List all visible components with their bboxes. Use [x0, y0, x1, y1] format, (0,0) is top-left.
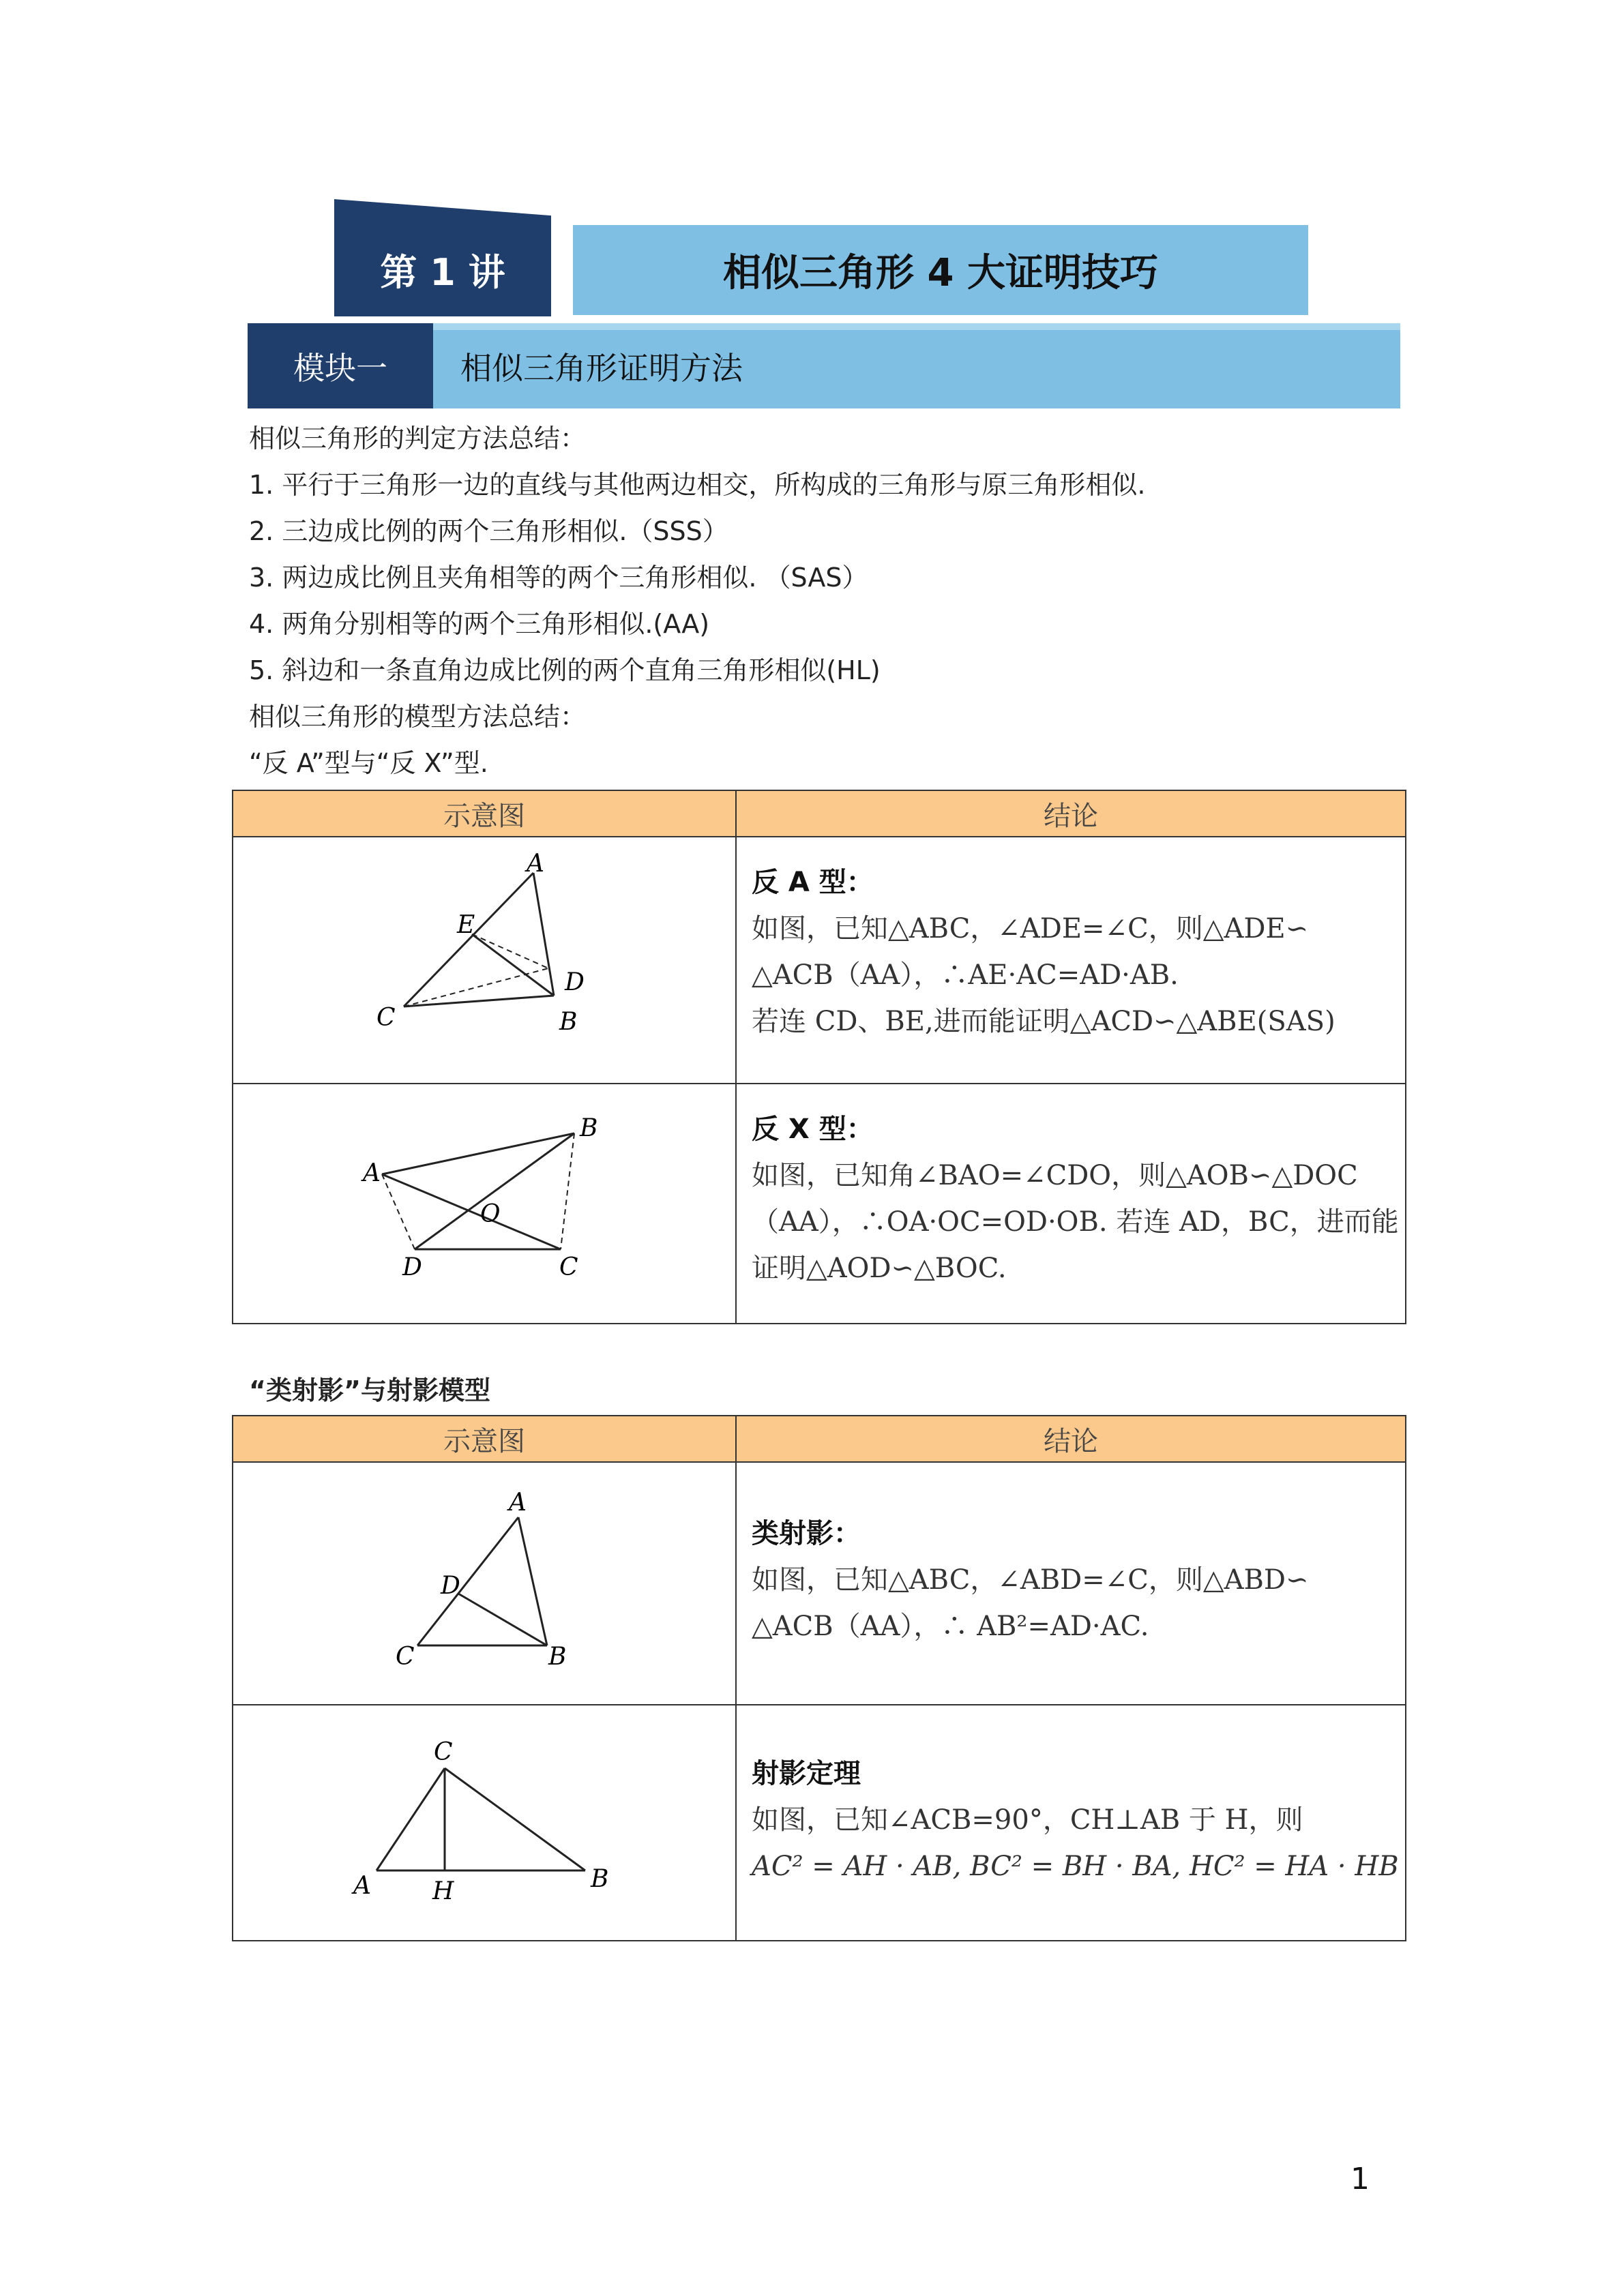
similar-projection-diagram — [233, 1463, 735, 1701]
lecture-title: 相似三角形 4 大证明技巧 — [573, 225, 1308, 315]
label-d: D — [402, 1253, 422, 1281]
model-table-2 — [232, 1415, 1406, 1941]
projection-theorem-diagram-cell — [233, 1705, 736, 1941]
module-title-bar — [433, 323, 1400, 408]
similar-projection-line-2: △ACB（AA），∴ AB²=AD·AC. — [752, 1611, 1149, 1642]
similar-projection-conclusion — [736, 1462, 1406, 1705]
projection-theorem-heading: 射影定理 — [752, 1758, 861, 1789]
reverse-a-diagram-cell — [233, 837, 736, 1084]
label-b: B — [580, 1114, 598, 1142]
reverse-x-line-2: （AA），∴OA·OC=OD·OB. 若连 AD，BC，进而能 — [752, 1206, 1399, 1238]
model2-title: “类射影”与射影模型 — [249, 1375, 490, 1405]
criterion-4: 4. 两角分别相等的两个三角形相似.(AA) — [249, 609, 710, 639]
table2-header-conclusion: 结论 — [736, 1416, 1406, 1462]
label-d: D — [441, 1572, 460, 1600]
section2-title: 相似三角形的模型方法总结： — [249, 702, 587, 732]
criterion-5: 5. 斜边和一条直角边成比例的两个直角三角形相似(HL) — [249, 655, 881, 685]
module-title: 相似三角形证明方法 — [460, 349, 743, 387]
label-c: C — [559, 1253, 578, 1281]
module-label: 模块一 — [248, 323, 433, 408]
model1-title: “反 A”型与“反 X”型. — [249, 748, 488, 778]
reverse-a-diagram — [233, 837, 735, 1080]
reverse-a-line-1: 如图，已知△ABC，∠ADE=∠C，则△ADE∽ — [752, 913, 1309, 944]
table2-header-diagram: 示意图 — [233, 1416, 736, 1462]
label-a: A — [509, 1489, 527, 1517]
reverse-x-diagram — [233, 1084, 735, 1320]
label-a: A — [527, 850, 544, 878]
label-h: H — [432, 1877, 454, 1905]
projection-theorem-diagram — [233, 1705, 735, 1937]
table1-header-diagram: 示意图 — [233, 790, 736, 837]
reverse-a-line-2: △ACB（AA），∴AE·AC=AD·AB. — [752, 959, 1179, 991]
label-b: B — [559, 1008, 578, 1036]
projection-theorem-line-1: 如图，已知∠ACB=90°，CH⊥AB 于 H，则 — [752, 1804, 1303, 1836]
projection-theorem-conclusion — [736, 1705, 1406, 1941]
reverse-a-line-3: 若连 CD、BE,进而能证明△ACD∽△ABE(SAS) — [752, 1006, 1335, 1037]
label-b: B — [548, 1643, 567, 1671]
table1-header-conclusion: 结论 — [736, 790, 1406, 837]
label-c: C — [434, 1738, 453, 1766]
reverse-a-conclusion — [736, 837, 1406, 1084]
similar-projection-line-1: 如图，已知△ABC，∠ABD=∠C，则△ABD∽ — [752, 1564, 1309, 1596]
section1-title: 相似三角形的判定方法总结： — [249, 423, 587, 453]
label-a: A — [353, 1872, 371, 1900]
criterion-3: 3. 两边成比例且夹角相等的两个三角形相似. （SAS） — [249, 563, 868, 593]
criterion-2: 2. 三边成比例的两个三角形相似.（SSS） — [249, 516, 728, 546]
reverse-a-heading: 反 A 型： — [752, 867, 874, 898]
lecture-label: 第 1 讲 — [380, 251, 505, 294]
reverse-x-line-1: 如图，已知角∠BAO=∠CDO，则△AOB∽△DOC — [752, 1160, 1358, 1191]
model-table-1 — [232, 790, 1406, 1324]
label-c: C — [377, 1004, 396, 1032]
label-d: D — [565, 968, 585, 996]
criterion-1: 1. 平行于三角形一边的直线与其他两边相交，所构成的三角形与原三角形相似. — [249, 470, 1146, 500]
label-c: C — [396, 1643, 415, 1671]
label-o: O — [480, 1200, 501, 1228]
similar-projection-heading: 类射影： — [752, 1518, 861, 1549]
label-b: B — [591, 1865, 609, 1893]
projection-theorem-line-2: AC² = AH · AB, BC² = BH · BA, HC² = HA · HB — [752, 1851, 1399, 1882]
label-e: E — [457, 911, 475, 939]
similar-projection-diagram-cell — [233, 1462, 736, 1705]
label-a: A — [363, 1159, 381, 1187]
reverse-x-line-3: 证明△AOD∽△BOC. — [752, 1253, 1007, 1284]
reverse-x-diagram-cell — [233, 1084, 736, 1324]
reverse-x-heading: 反 X 型： — [752, 1114, 874, 1145]
reverse-x-conclusion — [736, 1084, 1406, 1324]
page-number: 1 — [1350, 2162, 1370, 2196]
